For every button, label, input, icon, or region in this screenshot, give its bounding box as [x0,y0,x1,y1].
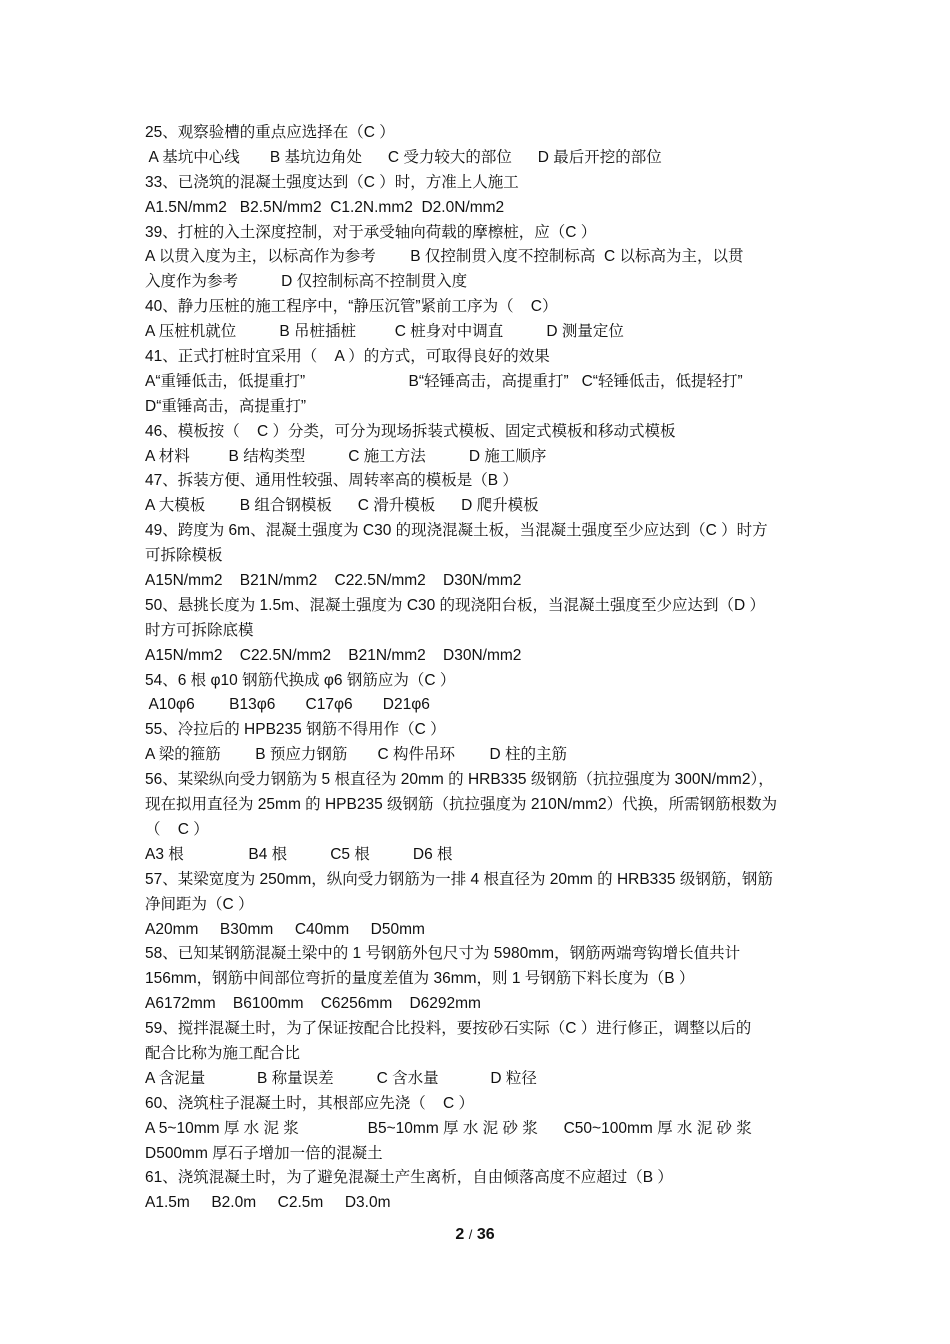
text-line: 39、打桩的入土深度控制，对于承受轴向荷载的摩檫桩，应（C ） [145,223,597,241]
text-line: A 5~10mm 厚 水 泥 浆 B5~10mm 厚 水 泥 砂 浆 C50~100mm 厚 水 泥 砂 浆 [145,1119,752,1137]
text-line: 46、模板按（ C ）分类，可分为现场拆装式模板、固定式模板和移动式模板 [145,422,676,440]
text-line: A“重锤低击，低提重打” B“轻锤高击，高提重打” C“轻锤低击，低提轻打” [145,372,743,390]
text-line: A15N/mm2 C22.5N/mm2 B21N/mm2 D30N/mm2 [145,646,522,664]
text-line: 47、拆装方便、通用性较强、周转率高的模板是（B ） [145,472,518,490]
text-line: A 材料 B 结构类型 C 施工方法 D 施工顺序 [145,447,547,465]
text-line: D“重锤高击，高提重打” [145,397,307,415]
text-line: A6172mm B6100mm C6256mm D6292mm [145,995,481,1013]
text-line: A 以贯入度为主，以标高作为参考 B 仅控制贯入度不控制标高 C 以标高为主，以贯 [145,248,744,266]
text-line: A10φ6 B13φ6 C17φ6 D21φ6 [145,696,430,714]
total-pages: 36 [476,1226,495,1243]
page-separator: / [468,1227,473,1242]
page-number [0,1226,950,1244]
text-line: 54、6 根 φ10 钢筋代换成 φ6 钢筋应为（C ） [145,671,456,689]
text-line: 59、搅拌混凝土时，为了保证按配合比投料，要按砂石实际（C ）进行修正，调整以后的 [145,1020,752,1038]
text-line: A20mm B30mm C40mm D50mm [145,920,425,938]
text-line: 61、浇筑混凝土时，为了避免混凝土产生离析，自由倾落高度不应超过（B ） [145,1169,673,1187]
text-line: A 含泥量 B 称量误差 C 含水量 D 粒径 [145,1069,537,1087]
text-line: 56、某梁纵向受力钢筋为 5 根直径为 20mm 的 HRB335 级钢筋（抗拉强度为 300N/mm2）， [145,771,774,789]
text-line: 50、悬挑长度为 1.5m、混凝土强度为 C30 的现浇阳台板，当混凝土强度至少应达到（D ） [145,596,766,614]
text-line: 净间距为（C ） [145,895,254,913]
text-line: 现在拟用直径为 25mm 的 HPB235 级钢筋（抗拉强度为 210N/mm2）代换，所需钢筋根数为 [145,796,778,814]
text-line: A1.5m B2.0m C2.5m D3.0m [145,1194,391,1212]
text-line: A 压桩机就位 B 吊桩插桩 C 桩身对中调直 D 测量定位 [145,323,624,341]
text-line: 入度作为参考 D 仅控制标高不控制贯入度 [145,273,468,291]
text-line: 时方可拆除底模 [145,621,254,639]
text-line: 可拆除模板 [145,547,223,565]
text-line: 40、静力压桩的施工程序中，“静压沉管”紧前工序为（ C） [145,298,558,316]
question-text-block [145,121,810,1216]
text-line: A15N/mm2 B21N/mm2 C22.5N/mm2 D30N/mm2 [145,572,522,590]
text-line: 57、某梁宽度为 250mm，纵向受力钢筋为一排 4 根直径为 20mm 的 HRB335 级钢筋，钢筋 [145,870,773,888]
text-line: 33、已浇筑的混凝土强度达到（C ）时，方准上人施工 [145,173,519,191]
text-line: D500mm 厚石子增加一倍的混凝土 [145,1144,383,1162]
text-line: 41、正式打桩时宜采用（ A ）的方式，可取得良好的效果 [145,348,550,366]
current-page: 2 [455,1226,465,1243]
text-line: A3 根 B4 根 C5 根 D6 根 [145,845,453,863]
text-line: 60、浇筑柱子混凝土时，其根部应先浇（ C ） [145,1094,474,1112]
text-line: 25、观察验槽的重点应选择在（C ） [145,124,395,141]
text-line: 配合比称为施工配合比 [145,1044,301,1062]
text-line: 55、冷拉后的 HPB235 钢筋不得用作（C ） [145,721,446,739]
text-line: A 梁的箍筋 B 预应力钢筋 C 构件吊环 D 柱的主筋 [145,746,567,764]
text-line: A 基坑中心线 B 基坑边角处 C 受力较大的部位 D 最后开挖的部位 [145,148,662,166]
text-line: 156mm，钢筋中间部位弯折的量度差值为 36mm，则 1 号钢筋下料长度为（B ） [145,970,695,988]
text-line: （ C ） [145,820,209,838]
text-line: A 大模板 B 组合钢模板 C 滑升模板 D 爬升模板 [145,497,539,515]
text-line: 58、已知某钢筋混凝土梁中的 1 号钢筋外包尺寸为 5980mm，钢筋两端弯钩增长值共计 [145,945,741,963]
text-line: 49、跨度为 6m、混凝土强度为 C30 的现浇混凝土板，当混凝土强度至少应达到（C ）时方 [145,522,768,540]
text-line: A1.5N/mm2 B2.5N/mm2 C1.2N.mm2 D2.0N/mm2 [145,198,505,216]
